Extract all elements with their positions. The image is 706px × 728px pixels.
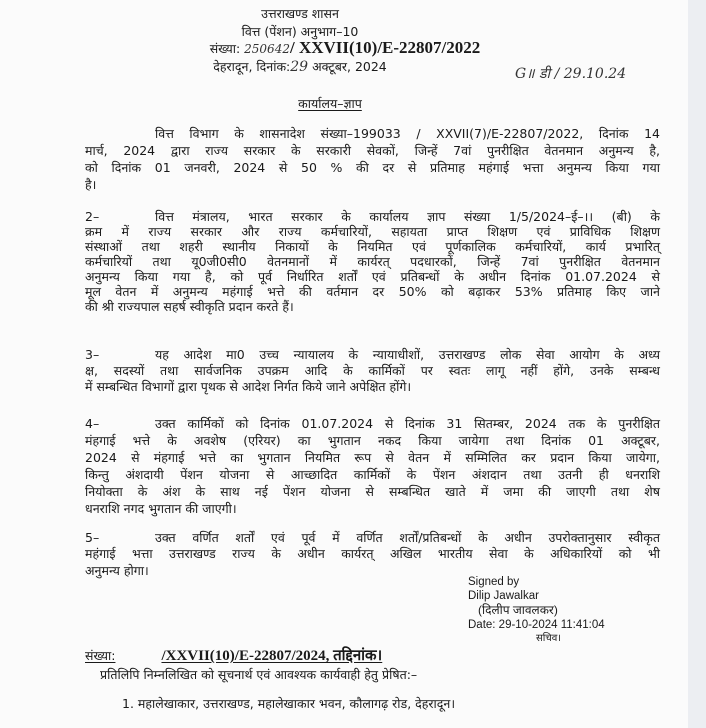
date-suffix: अक्टूबर, 2024 (312, 59, 387, 74)
doc-title (180, 95, 480, 112)
paragraph-number: 3– (85, 347, 100, 362)
paragraph-4-line: उक्त कार्मिकों को दिनांक 01.07.2024 से दिनांक 31 सितम्बर, 2024 तक के पुनरीक्षित (155, 416, 660, 431)
signer-name: Dilip Jawalkar (468, 590, 539, 602)
margin-note: G॥ डी / 29.10.24 (515, 66, 627, 82)
paragraph-5-line: महंगाई भत्ता उत्तराखण्ड राज्य के अधीन कार्यरत् अखिल भारतीय सेवा के अधिकारियों को भी (85, 546, 660, 561)
paragraph-number: 5– (85, 530, 100, 545)
paragraph-4-line: 2024 से मंहगाई भत्ते का भुगतान नियमित रूप से वेतन में सम्मिलित कर प्रदान किया जायेगा, (85, 450, 660, 465)
handwritten-number: 250642 (244, 42, 290, 56)
paragraph-1-line: मार्च, 2024 द्वारा राज्य सरकार के सरकारी सेवकों, जिन्हें 7वां पुनरीक्षित वेतनमान अनुमन्य है, (85, 143, 660, 158)
paragraph-1-line: को दिनांक 01 जनवरी, 2024 से 50 % की दर से प्रतिमाह महंगाई भत्ता अनुमन्य किया गया (85, 160, 660, 175)
paragraph-2-line: वित्त मंत्रालय, भारत सरकार के कार्यालय ज्ञाप संख्या 1/5/2024–ई–।। (बी) के (155, 209, 660, 224)
place-date (150, 58, 450, 75)
order-number (180, 38, 510, 58)
title-text: कार्यालय–ज्ञाप (298, 96, 362, 111)
paragraph-1-line: वित्त विभाग के शासनादेश संख्या–199033 / XXVII(7)/E-22807/2022, दिनांक 14 (155, 126, 660, 141)
govt-name: उत्तराखण्ड शासन (261, 6, 339, 21)
paragraph-4-line: धनराशि नगद भुगतान की जाएगी। (85, 501, 237, 516)
paragraph-3-line: क्ष, सदस्यों तथा सार्वजनिक उपक्रम आदि के कार्मिकों पर स्वतः लागू नहीं होंगे, उनके सम्बन्ध (85, 363, 660, 378)
endorsement-label: संख्या: (85, 648, 116, 663)
handwritten-date: 29 (290, 59, 309, 75)
paragraph-2-line: की श्री राज्यपाल सहर्ष स्वीकृति प्रदान करते हैं। (85, 299, 294, 314)
paragraph-2-line: कर्मचारियों तथा यू0जी0सी0 वेतनमानों में कार्यरत् पदधारकों, जिन्हें 7वां पुनरीक्षित वेतनमान (85, 254, 660, 269)
paragraph-2-line: क्रम में राज्य सरकार और राज्य कर्मचारियों, सहायता प्राप्त शिक्षण एवं प्राविधिक शिक्षण (85, 224, 660, 239)
printed-number: / XXVII(10)/E-22807/2022 (289, 38, 481, 57)
number-label: संख्या: (209, 41, 241, 56)
paragraph-4-line: मंहगाई भत्ते के अवशेष (एरियर) का भुगतान नकद किया जायेगा तथा दिनांक 01 अक्टूबर, (85, 433, 660, 448)
endorsement-number (85, 645, 382, 665)
endorsement-ref: /XXVII(10)/E-22807/2024, तद्दिनांक। (161, 648, 383, 664)
designation: सचिव। (536, 633, 562, 644)
signer-name-hindi: (दिलीप जावलकर) (478, 603, 558, 617)
paragraph-5-line: अनुमन्य होगा। (85, 563, 149, 578)
paragraph-1-line: है। (85, 177, 97, 192)
paragraph-3-line: में सम्बन्धित विभागों द्वारा पृथक से आदेश निर्गत किये जाने अपेक्षित होंगे। (85, 379, 412, 394)
sign-date: Date: 29-10-2024 11:41:04 (468, 619, 605, 631)
endorsement-intro: प्रतिलिपि निम्नलिखित को सूचनार्थ एवं आवश्यक कार्यवाही हेतु प्रेषित:– (100, 667, 418, 682)
department: वित्त (पेंशन) अनुभाग–10 (241, 24, 359, 39)
paragraph-number: 2– (85, 209, 100, 224)
paragraph-4-line: नियोक्ता के अंश के साथ नई पेंशन योजना से सम्बन्धित खाते में जमा की जाएगी तथा शेष (85, 484, 660, 499)
paragraph-4-line: किन्तु अंशदायी पेंशन योजना से आच्छादित कार्मिकों के पेंशन अंशदान तथा उतनी ही धनराशि (85, 467, 660, 482)
paragraph-2-line: अनुमन्य किया गया है, को पूर्व निर्धारित शर्तों एवं प्रतिबन्धों के अधीन दिनांक 01.07.2024 से (85, 269, 660, 284)
paragraph-5-line: उक्त वर्णित शर्तों एवं पूर्व में वर्णित शर्तों/प्रतिबन्धों के अधीन उपरोक्तानुसार स्वीकृत (155, 530, 660, 545)
paragraph-2-line: संस्थाओं तथा शहरी स्थानीय निकायों के नियमित एवं पूर्णकालिक कर्मचारियों, कार्य प्रभारित् (85, 239, 660, 254)
date-prefix: देहरादून, दिनांक: (213, 59, 291, 74)
paragraph-2-line: मूल वेतन में अनुमन्य महंगाई भत्ते की वर्तमान दर 50% को बढ़ाकर 53% प्रतिमाह किए जाने (85, 284, 660, 299)
paragraph-3-line: यह आदेश मा0 उच्च न्यायालय के न्यायाधीशों, उत्तराखण्ड लोक सेवा आयोग के अध्य (155, 347, 660, 362)
recipient-1: 1. महालेखाकार, उत्तराखण्ड, महालेखाकार भवन, कौलागढ़ रोड, देहरादून। (122, 696, 456, 711)
signed-by: Signed by (468, 576, 520, 588)
paragraph-number: 4– (85, 416, 100, 431)
viewer-edge (688, 0, 706, 728)
